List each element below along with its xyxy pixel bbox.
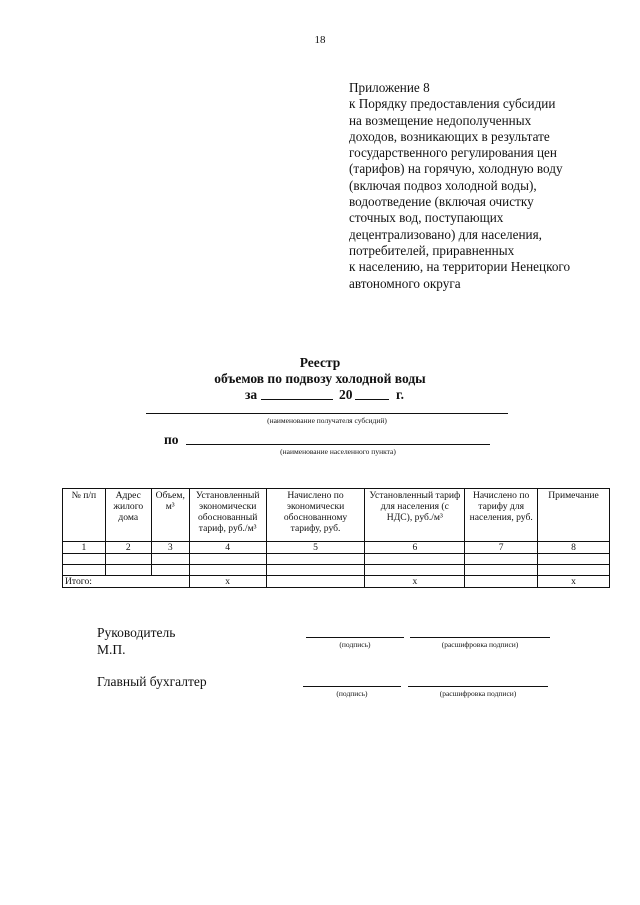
column-number: 7	[465, 542, 538, 554]
column-number: 5	[266, 542, 365, 554]
total-label: Итого:	[63, 576, 190, 588]
total-mark: x	[538, 576, 610, 588]
appendix-line: (тарифов) на горячую, холодную воду	[349, 161, 563, 177]
period-blank-line	[261, 399, 333, 400]
column-header: Начислено по тарифу для населения, руб.	[465, 489, 538, 542]
appendix-block	[349, 80, 609, 292]
settlement-caption: (наименование населенного пункта)	[280, 447, 396, 456]
column-header: Установленный экономически обоснованный тариф, руб./м³	[189, 489, 266, 542]
register-table	[62, 488, 610, 588]
table-row	[63, 565, 610, 576]
accountant-signature-caption: (подпись)	[336, 689, 368, 698]
column-header: Адрес жилого дома	[105, 489, 151, 542]
appendix-line: доходов, возникающих в результате	[349, 128, 550, 144]
seal-label: М.П.	[97, 642, 126, 657]
column-header: № п/п	[63, 489, 106, 542]
appendix-line: к Порядку предоставления субсидии	[349, 96, 556, 112]
year-prefix: 20	[339, 387, 353, 402]
head-signature-caption: (подпись)	[339, 640, 371, 649]
register-subtitle: объемов по подвозу холодной воды	[214, 371, 426, 386]
column-number: 1	[63, 542, 106, 554]
head-signature-line	[306, 637, 404, 638]
recipient-line	[146, 413, 508, 414]
column-header: Установленный тариф для населения (с НДС), руб./м³	[365, 489, 465, 542]
appendix-line: водоотведение (включая очистку	[349, 194, 534, 210]
settlement-prefix: по	[164, 432, 179, 447]
column-number: 3	[151, 542, 189, 554]
column-number: 8	[538, 542, 610, 554]
appendix-line: на возмещение недополученных	[349, 112, 532, 128]
total-row	[63, 576, 610, 588]
accountant-label: Главный бухгалтер	[97, 674, 207, 689]
appendix-line: сточных вод, поступающих	[349, 210, 504, 226]
column-number-row	[63, 542, 610, 554]
column-number: 4	[189, 542, 266, 554]
head-label: Руководитель	[97, 625, 176, 640]
appendix-line: (включая подвоз холодной воды),	[349, 177, 537, 193]
accountant-decoding-line	[408, 686, 548, 687]
recipient-caption: (наименование получателя субсидий)	[267, 416, 387, 425]
appendix-line: государственного регулирования цен	[349, 145, 557, 161]
year-blank-line	[355, 399, 389, 400]
total-mark: x	[189, 576, 266, 588]
appendix-line: к населению, на территории Ненецкого	[349, 259, 571, 275]
page-number: 18	[314, 34, 326, 46]
total-mark: x	[365, 576, 465, 588]
register-title: Реестр	[299, 355, 341, 370]
table-header-row	[63, 489, 610, 542]
head-decoding-caption: (расшифровка подписи)	[441, 640, 519, 649]
column-header: Начислено по экономически обоснованному тарифу, руб.	[266, 489, 365, 542]
head-decoding-line	[410, 637, 550, 638]
column-number: 6	[365, 542, 465, 554]
appendix-line: Приложение 8	[349, 80, 430, 95]
accountant-signature-line	[303, 686, 401, 687]
accountant-decoding-caption: (расшифровка подписи)	[439, 689, 517, 698]
column-header: Объем, м³	[151, 489, 189, 542]
period-prefix: за	[245, 387, 258, 402]
appendix-line: автономного округа	[349, 275, 461, 291]
appendix-line: децентрализовано) для населения,	[349, 226, 542, 242]
appendix-line: потребителей, приравненных	[349, 242, 515, 258]
year-suffix: г.	[396, 387, 404, 402]
settlement-line	[186, 444, 490, 445]
table-row	[63, 554, 610, 565]
column-header: Примечание	[538, 489, 610, 542]
column-number: 2	[105, 542, 151, 554]
